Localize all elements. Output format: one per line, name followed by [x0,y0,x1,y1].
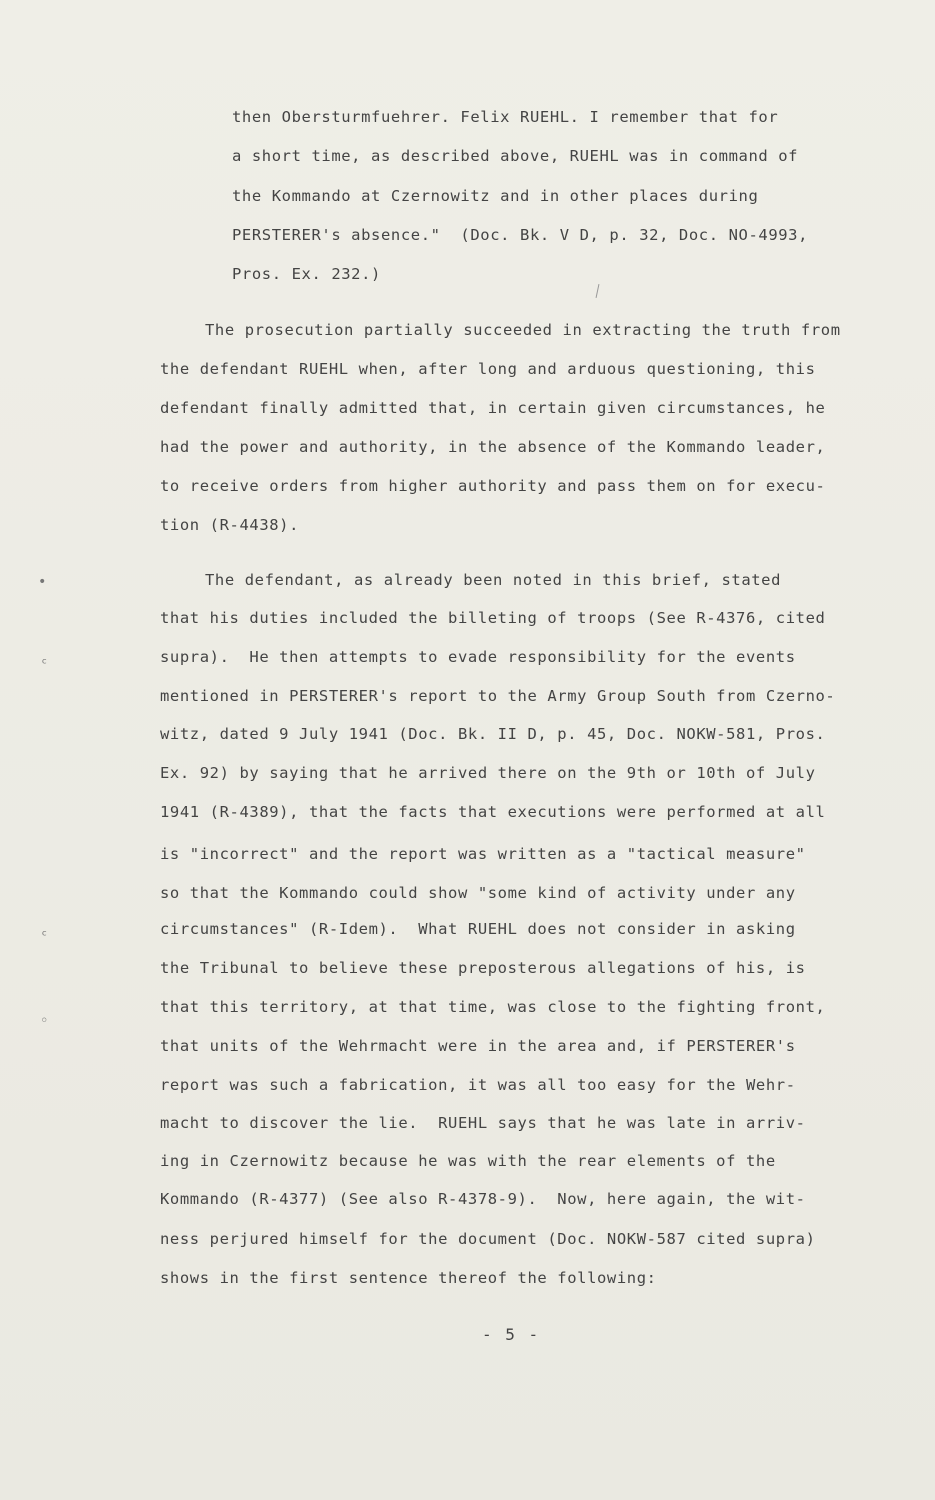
paragraph-line: defendant finally admitted that, in certain given circumstances, he [160,399,826,417]
paragraph-line: witz, dated 9 July 1941 (Doc. Bk. II D, p. 45, Doc. NOKW-581, Pros. [160,725,826,743]
paragraph-line: Kommando (R-4377) (See also R-4378-9). Now, here again, the wit- [160,1190,806,1208]
paragraph-line: Ex. 92) by saying that he arrived there on the 9th or 10th of July [160,764,816,782]
paragraph-line: ing in Czernowitz because he was with the rear elements of the [160,1152,776,1170]
paragraph-line: ness perjured himself for the document (Doc. NOKW-587 cited supra) [160,1230,816,1248]
quote-line: PERSTERER's absence." (Doc. Bk. V D, p. 32, Doc. NO-4993, [232,226,809,244]
paragraph-line: macht to discover the lie. RUEHL says that he was late in arriv- [160,1114,806,1132]
margin-mark: • [38,574,47,590]
quote-line: a short time, as described above, RUEHL was in command of [232,147,799,165]
paragraph-line: tion (R-4438). [160,516,300,534]
paragraph-line: to receive orders from higher authority and pass them on for execu- [160,477,826,495]
margin-mark: ᶜ [40,928,49,944]
quote-line: the Kommando at Czernowitz and in other places during [232,187,759,205]
paragraph-line: the Tribunal to believe these preposterous allegations of his, is [160,959,806,977]
paragraph-line: report was such a fabrication, it was all too easy for the Wehr- [160,1076,796,1094]
pencil-mark [596,284,600,298]
paragraph-line: shows in the first sentence thereof the following: [160,1269,657,1287]
quote-line: then Obersturmfuehrer. Felix RUEHL. I remember that for [232,108,779,126]
paragraph-line: circumstances" (R-Idem). What RUEHL does not consider in asking [160,920,796,938]
paragraph-line: The defendant, as already been noted in this brief, stated [205,571,782,589]
paragraph-line: mentioned in PERSTERER's report to the Army Group South from Czerno- [160,687,836,705]
paragraph-line: had the power and authority, in the absence of the Kommando leader, [160,438,826,456]
paragraph-line: supra). He then attempts to evade responsibility for the events [160,648,796,666]
margin-mark: ◦ [40,1013,49,1029]
paragraph-line: The prosecution partially succeeded in extracting the truth from [205,321,841,339]
paragraph-line: that his duties included the billeting of troops (See R-4376, cited [160,609,826,627]
paragraph-line: the defendant RUEHL when, after long and arduous questioning, this [160,360,816,378]
paragraph-line: 1941 (R-4389), that the facts that executions were performed at all [160,803,826,821]
page-number: - 5 - [482,1325,541,1344]
paragraph-line: that units of the Wehrmacht were in the area and, if PERSTERER's [160,1037,796,1055]
paragraph-line: that this territory, at that time, was close to the fighting front, [160,998,826,1016]
quote-line: Pros. Ex. 232.) [232,265,381,283]
margin-mark: ᶜ [40,656,49,672]
paragraph-line: so that the Kommando could show "some kind of activity under any [160,884,796,902]
paragraph-line: is "incorrect" and the report was written as a "tactical measure" [160,845,806,863]
